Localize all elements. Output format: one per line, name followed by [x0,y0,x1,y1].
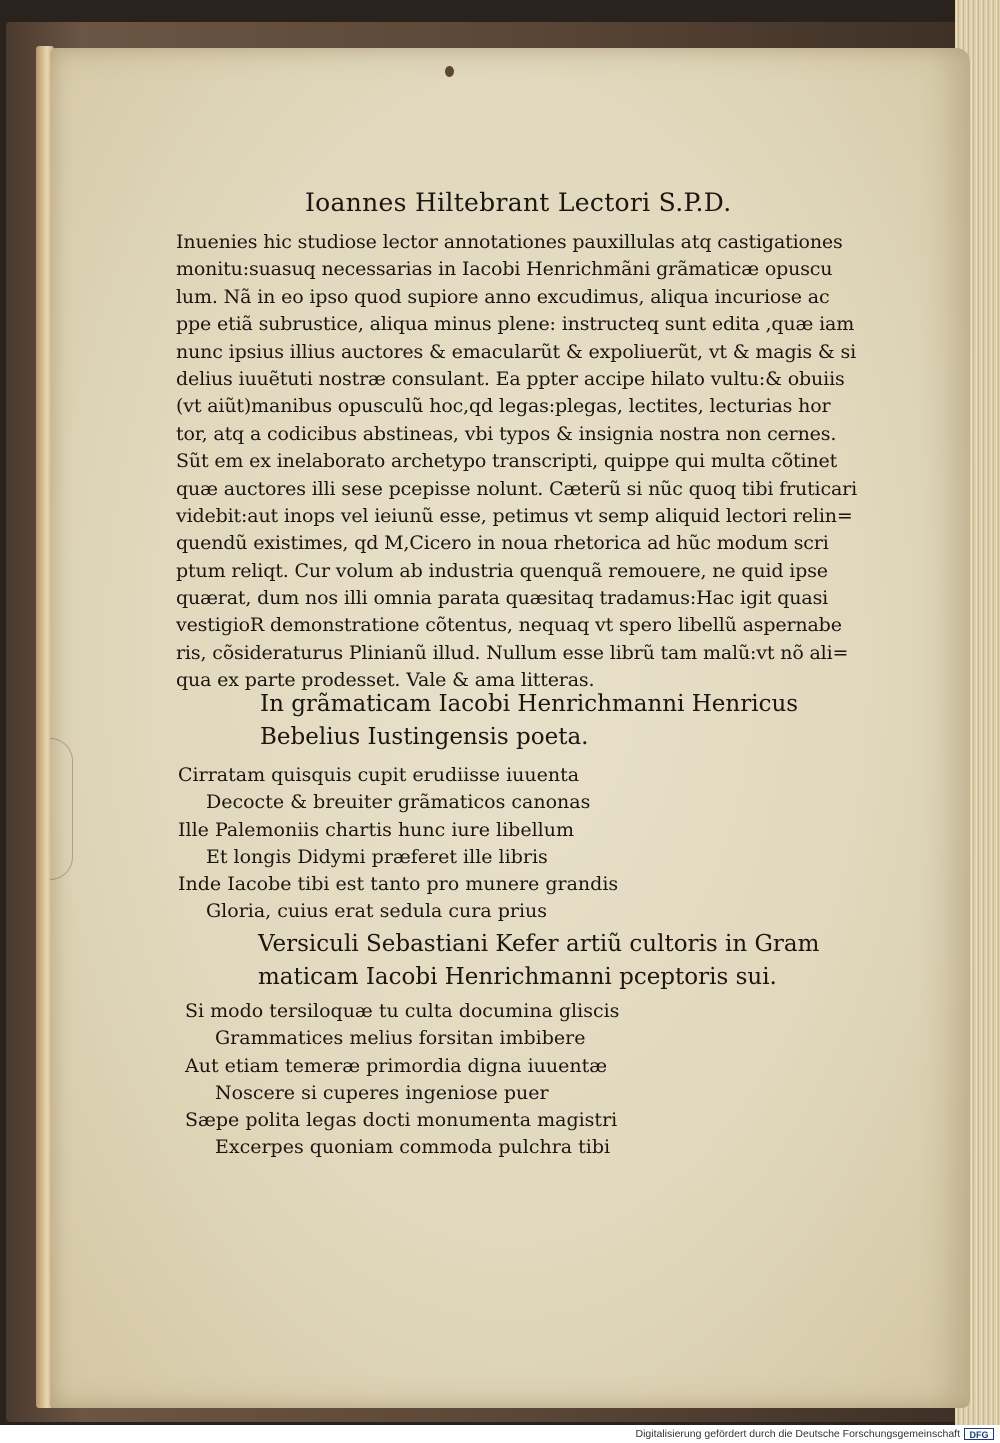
verse-line: Inde Iacobe tibi est tanto pro munere grandis [178,873,619,896]
verse-line: Excerpes quoniam commoda pulchra tibi [215,1136,611,1159]
subheading-bebelius [260,688,798,754]
subheading-kefer [258,928,819,994]
verse-line: Gloria, cuius erat sedula cura prius [206,900,548,923]
intro-line: quæ auctores illi sese pcepisse nolunt. Cæterũ si nũc quoq tibi fruticari [176,477,858,500]
verse-line: Decocte & breuiter grãmaticos canonas [206,791,591,814]
funding-credit: Digitalisierung gefördert durch die Deutsche Forschungsgemeinschaft [635,1428,960,1440]
intro-line: Sũt em ex inelaborato archetypo transcripti, quippe qui multa cõtinet [176,450,838,473]
intro-line: quærat, dum nos illi omnia parata quæsitaq tradamus:Hac igit quasi [176,587,829,610]
intro-line: lum. Nã in eo ipso quod supiore anno excudimus, aliqua incuriose ac [176,285,830,308]
verse-line: Grammatices melius forsitan imbibere [215,1027,586,1050]
poem-kefer [185,998,619,1162]
intro-line: quendũ existimes, qd M,Cicero in noua rhetorica ad hũc modum scri [176,532,829,555]
verse-line: Ille Palemoniis chartis hunc iure libellum [178,818,574,841]
wormhole-mark [445,66,454,77]
subheading-line: Versiculi Sebastiani Kefer artiũ cultoris in Gram [258,931,820,957]
intro-line: vestigioR demonstratione cõtentus, nequaq vt spero libellũ aspernabe [176,614,842,637]
dfg-logo: DFG [964,1428,994,1440]
intro-line: ris, cõsideraturus Plinianũ illud. Nullum esse librũ tam malũ:vt nõ ali= [176,641,849,664]
intro-line: ptum reliqt. Cur volum ab industria quenquã remouere, ne quid ipse [176,559,828,582]
intro-line: tor, atq a codicibus abstineas, vbi typos & insignia nostra non cernes. [176,422,837,445]
book-page [50,48,970,1408]
intro-line: nunc ipsius illius auctores & emacularũt & expoliuerũt, vt & magis & si [176,340,857,363]
subheading-line: In grãmaticam Iacobi Henrichmanni Henricus [260,691,799,717]
intro-line: (vt aiũt)manibus opusculũ hoc,qd legas:plegas, lectites, lecturias hor [176,395,831,418]
intro-line: videbit:aut inops vel ieiunũ esse, petimus vt semp aliquid lectori relin= [176,504,853,527]
verse-line: Aut etiam temeræ primordia digna iuuentæ [185,1054,608,1077]
poem-bebelius [178,762,618,926]
footer-bar [0,1425,1000,1443]
verse-line: Sæpe polita legas docti monumenta magistri [185,1109,618,1132]
verse-line: Et longis Didymi præferet ille libris [206,845,548,868]
intro-line: qua ex parte prodesset. Vale & ama litteras. [176,669,595,692]
verse-line: Si modo tersiloquæ tu culta documina gliscis [185,1000,620,1022]
verse-line: Cirratam quisquis cupit erudiisse iuuenta [178,764,580,786]
intro-line: Inuenies hic studiose lector annotationes pauxillulas atq castigationes [176,231,843,253]
intro-line: ppe etiã subrustice, aliqua minus plene: instructeq sunt edita ,quæ iam [176,313,855,336]
intro-line: monitu:suasuq necessarias in Iacobi Henrichmãni grãmaticæ opuscu [176,258,833,281]
intro-paragraph [176,229,857,695]
page-heading: Ioannes Hiltebrant Lectori S.P.D. [305,188,732,217]
subheading-line: Bebelius Iustingensis poeta. [260,724,589,750]
subheading-line: maticam Iacobi Henrichmanni pceptoris sui. [258,964,777,990]
intro-line: delius iuuẽtuti nostræ consulant. Ea ppter accipe hilato vultu:& obuiis [176,367,845,390]
clasp-impression [50,738,73,880]
verse-line: Noscere si cuperes ingeniose puer [215,1081,549,1104]
